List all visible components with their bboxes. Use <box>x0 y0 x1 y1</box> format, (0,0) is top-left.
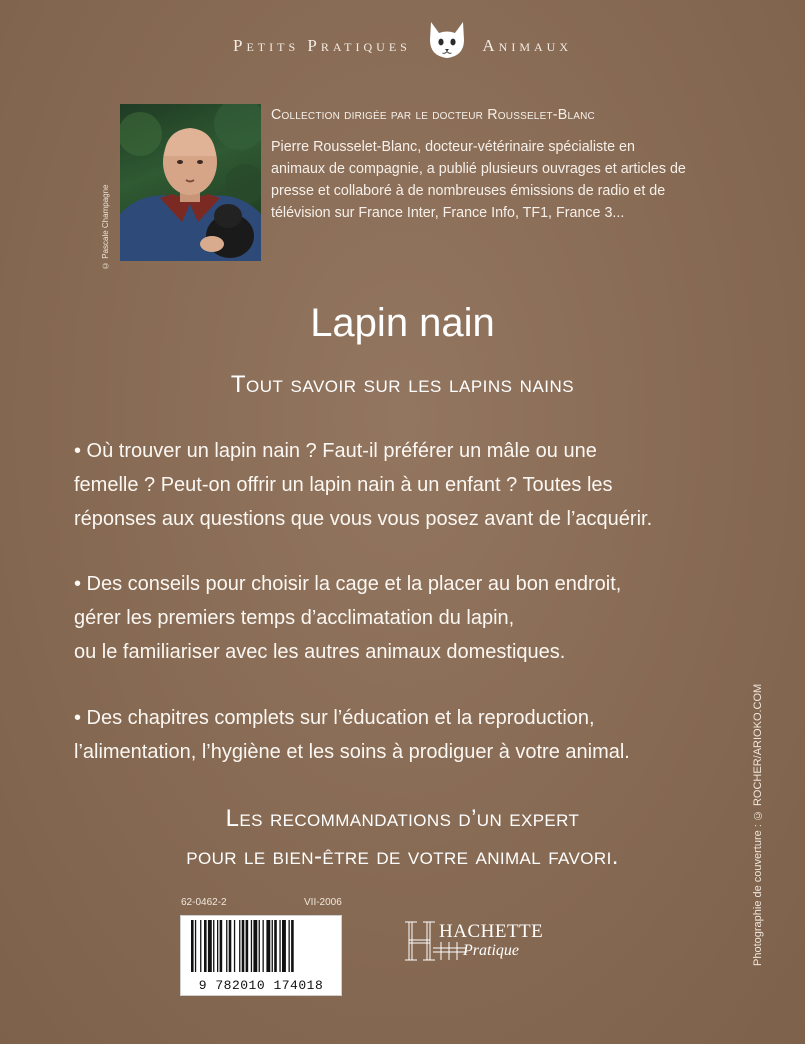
publisher-logo <box>405 918 595 966</box>
barcode <box>180 915 342 996</box>
author-photo-credit: © Pascale Champagne <box>101 184 110 270</box>
bullet-paragraph-3 <box>74 701 754 769</box>
book-subtitle: Tout savoir sur les lapins nains <box>230 371 575 398</box>
bullet-line: réponses aux questions que vous vous posez avant de l’acquérir. <box>74 508 653 530</box>
barcode-digits: 9 782010 174018 <box>198 978 324 993</box>
author-bio-block <box>271 104 686 224</box>
reference-code: 62-0462-2 <box>181 897 227 908</box>
book-title: Lapin nain <box>310 301 495 345</box>
series-name-left: Petits Pratiques <box>233 35 411 55</box>
closing-line-2: pour le bien-être de votre animal favori. <box>186 843 619 870</box>
bullet-line: femelle ? Peut-on offrir un lapin nain à un enfant ? Toutes les <box>74 474 613 496</box>
bullet-paragraph-2 <box>74 567 754 669</box>
bullet-line: • Des conseils pour choisir la cage et la placer au bon endroit, <box>74 573 622 595</box>
bullet-line: ou le familiariser avec les autres animaux domestiques. <box>74 641 566 663</box>
publisher-imprint: Pratique <box>463 942 519 959</box>
bullet-line: gérer les premiers temps d’acclimatation du lapin, <box>74 607 515 629</box>
bullet-line: • Des chapitres complets sur l’éducation et la reproduction, <box>74 707 595 729</box>
barcode-bars <box>181 916 341 978</box>
cat-head-icon <box>425 20 469 60</box>
series-name-right: Animaux <box>482 35 572 55</box>
author-photo <box>120 104 261 261</box>
collection-director: Collection dirigée par le docteur Rousselet-Blanc <box>271 107 595 123</box>
series-header <box>0 34 805 60</box>
bullet-line: l’alimentation, l’hygiène et les soins à prodiguer à votre animal. <box>74 741 630 763</box>
publisher-name: HACHETTE <box>439 921 544 942</box>
bullet-paragraph-1 <box>74 434 754 536</box>
bullet-line: • Où trouver un lapin nain ? Faut-il préférer un mâle ou une <box>74 440 597 462</box>
closing-line-1: Les recommandations d’un expert <box>225 805 580 832</box>
author-bio: Pierre Rousselet-Blanc, docteur-vétérinaire spécialiste en animaux de compagnie, a publié plusieurs ouvrages et articles de presse et collaboré à de nombreuses émissions de radio et de télévision sur France Inter, France Info, TF1, France 3... <box>271 139 686 221</box>
cover-photo-credit: Photographie de couverture : © ROCHER/ARIOKO.COM <box>752 683 764 966</box>
closing-tagline <box>0 800 805 876</box>
edition-code: VII-2006 <box>304 897 342 908</box>
author-portrait-illustration <box>120 104 261 261</box>
